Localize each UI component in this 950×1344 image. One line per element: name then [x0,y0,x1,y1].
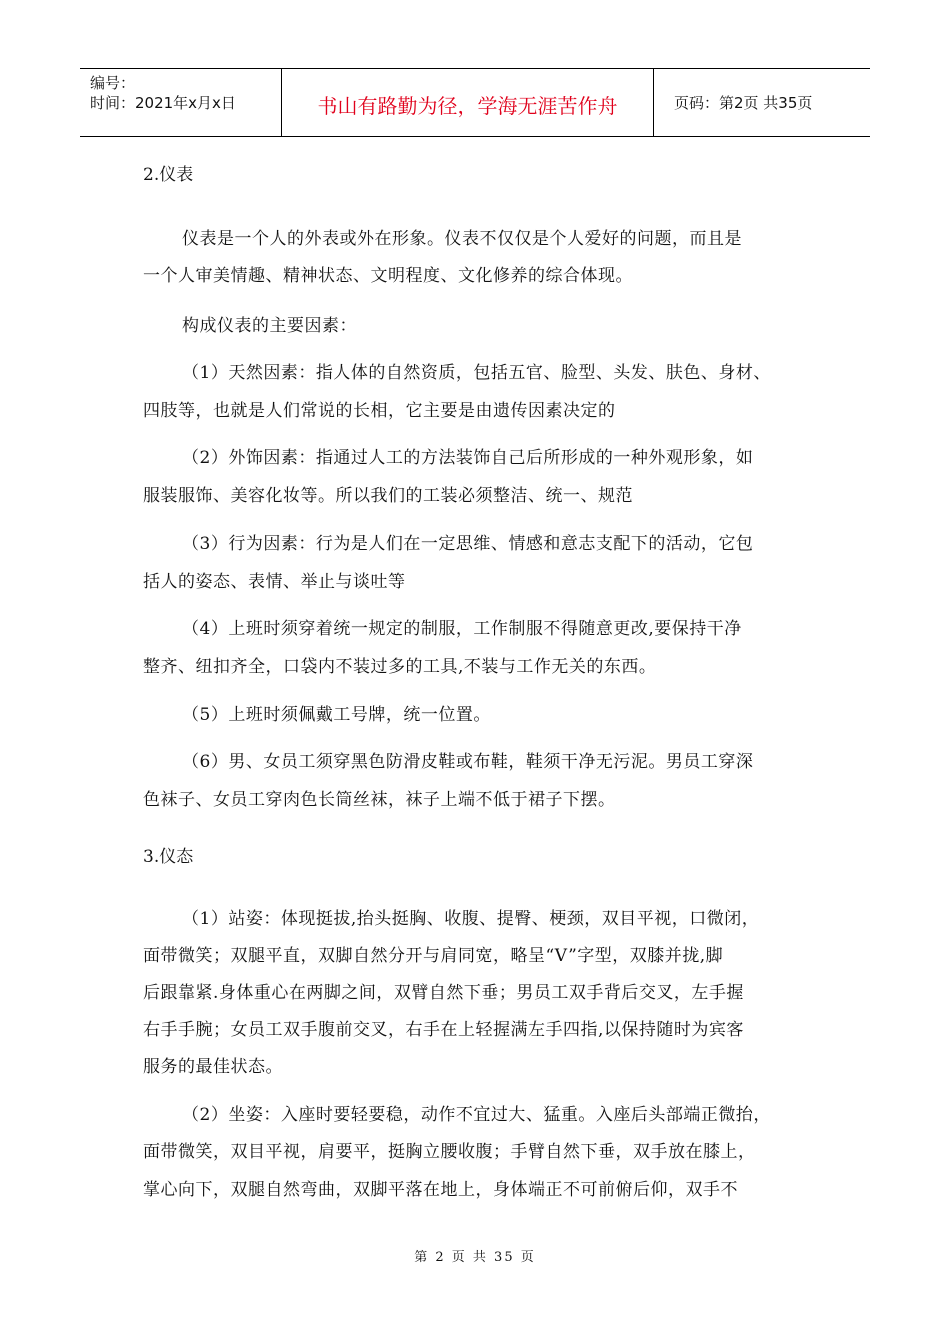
list-item-line: 整齐、纽扣齐全，口袋内不装过多的工具,不装与工作无关的东西。 [143,657,657,677]
header-page-cell [654,69,870,136]
list-item-line: 右手手腕；女员工双手腹前交叉，右手在上轻握满左手四指,以保持随时为宾客 [143,1020,744,1040]
list-item-line: （4）上班时须穿着统一规定的制服，工作制服不得随意更改,要保持干净 [182,619,742,639]
header-meta-cell [80,69,282,136]
paragraph-line: 一个人审美情趣、精神状态、文明程度、文化修养的综合体现。 [143,266,633,286]
motto-text: 书山有路勤为径，学海无涯苦作舟 [317,94,618,118]
list-item-line: 服务的最佳状态。 [143,1057,283,1077]
section-title-posture: 3.仪态 [143,847,194,867]
list-item-line: （3）行为因素：行为是人们在一定思维、情感和意志支配下的活动，它包 [182,534,754,554]
page-footer: 第 2 页 共 35 页 [414,1250,536,1265]
list-item-line: 括人的姿态、表情、举止与谈吐等 [143,572,406,592]
list-item-line: 掌心向下，双腿自然弯曲，双脚平落在地上，身体端正不可前俯后仰，双手不 [143,1180,738,1200]
list-item-line: 四肢等，也就是人们常说的长相，它主要是由遗传因素决定的 [143,401,616,421]
list-item-line: 服装服饰、美容化妆等。所以我们的工装必须整洁、统一、规范 [143,486,633,506]
list-item-line: （5）上班时须佩戴工号牌，统一位置。 [182,705,491,725]
paragraph-line: 仪表是一个人的外表或外在形象。仪表不仅仅是个人爱好的问题，而且是 [182,229,742,249]
section-title-appearance: 2.仪表 [143,165,194,185]
list-item-line: （1）站姿：体现挺拔,抬头挺胸、收腹、提臀、梗颈，双目平视，口微闭， [182,909,760,929]
header-motto-cell [282,69,654,136]
number-label: 编号： [90,74,136,92]
page-info: 页码：第2页 共35页 [674,94,813,112]
list-item-line: 面带微笑；双腿平直，双脚自然分开与肩同宽，略呈“V”字型，双膝并拢,脚 [143,946,724,966]
document-header [80,68,870,137]
list-item-line: （2）坐姿：入座时要轻要稳，动作不宜过大、猛重。入座后头部端正微抬， [182,1105,771,1125]
list-item-line: 后跟靠紧.身体重心在两脚之间，双臂自然下垂；男员工双手背后交叉，左手握 [143,983,744,1003]
list-item-line: 色袜子、女员工穿肉色长筒丝袜，袜子上端不低于裙子下摆。 [143,790,616,810]
list-item-line: （6）男、女员工须穿黑色防滑皮鞋或布鞋，鞋须干净无污泥。男员工穿深 [182,752,754,772]
list-item-line: （2）外饰因素：指通过人工的方法装饰自己后所形成的一种外观形象，如 [182,448,754,468]
list-item-line: 面带微笑，双目平视，肩要平，挺胸立腰收腹；手臂自然下垂，双手放在膝上， [143,1142,756,1162]
paragraph-line: 构成仪表的主要因素： [182,316,357,336]
time-label: 时间：2021年x月x日 [90,94,236,112]
list-item-line: （1）天然因素：指人体的自然资质，包括五官、脸型、头发、肤色、身材、 [182,363,771,383]
